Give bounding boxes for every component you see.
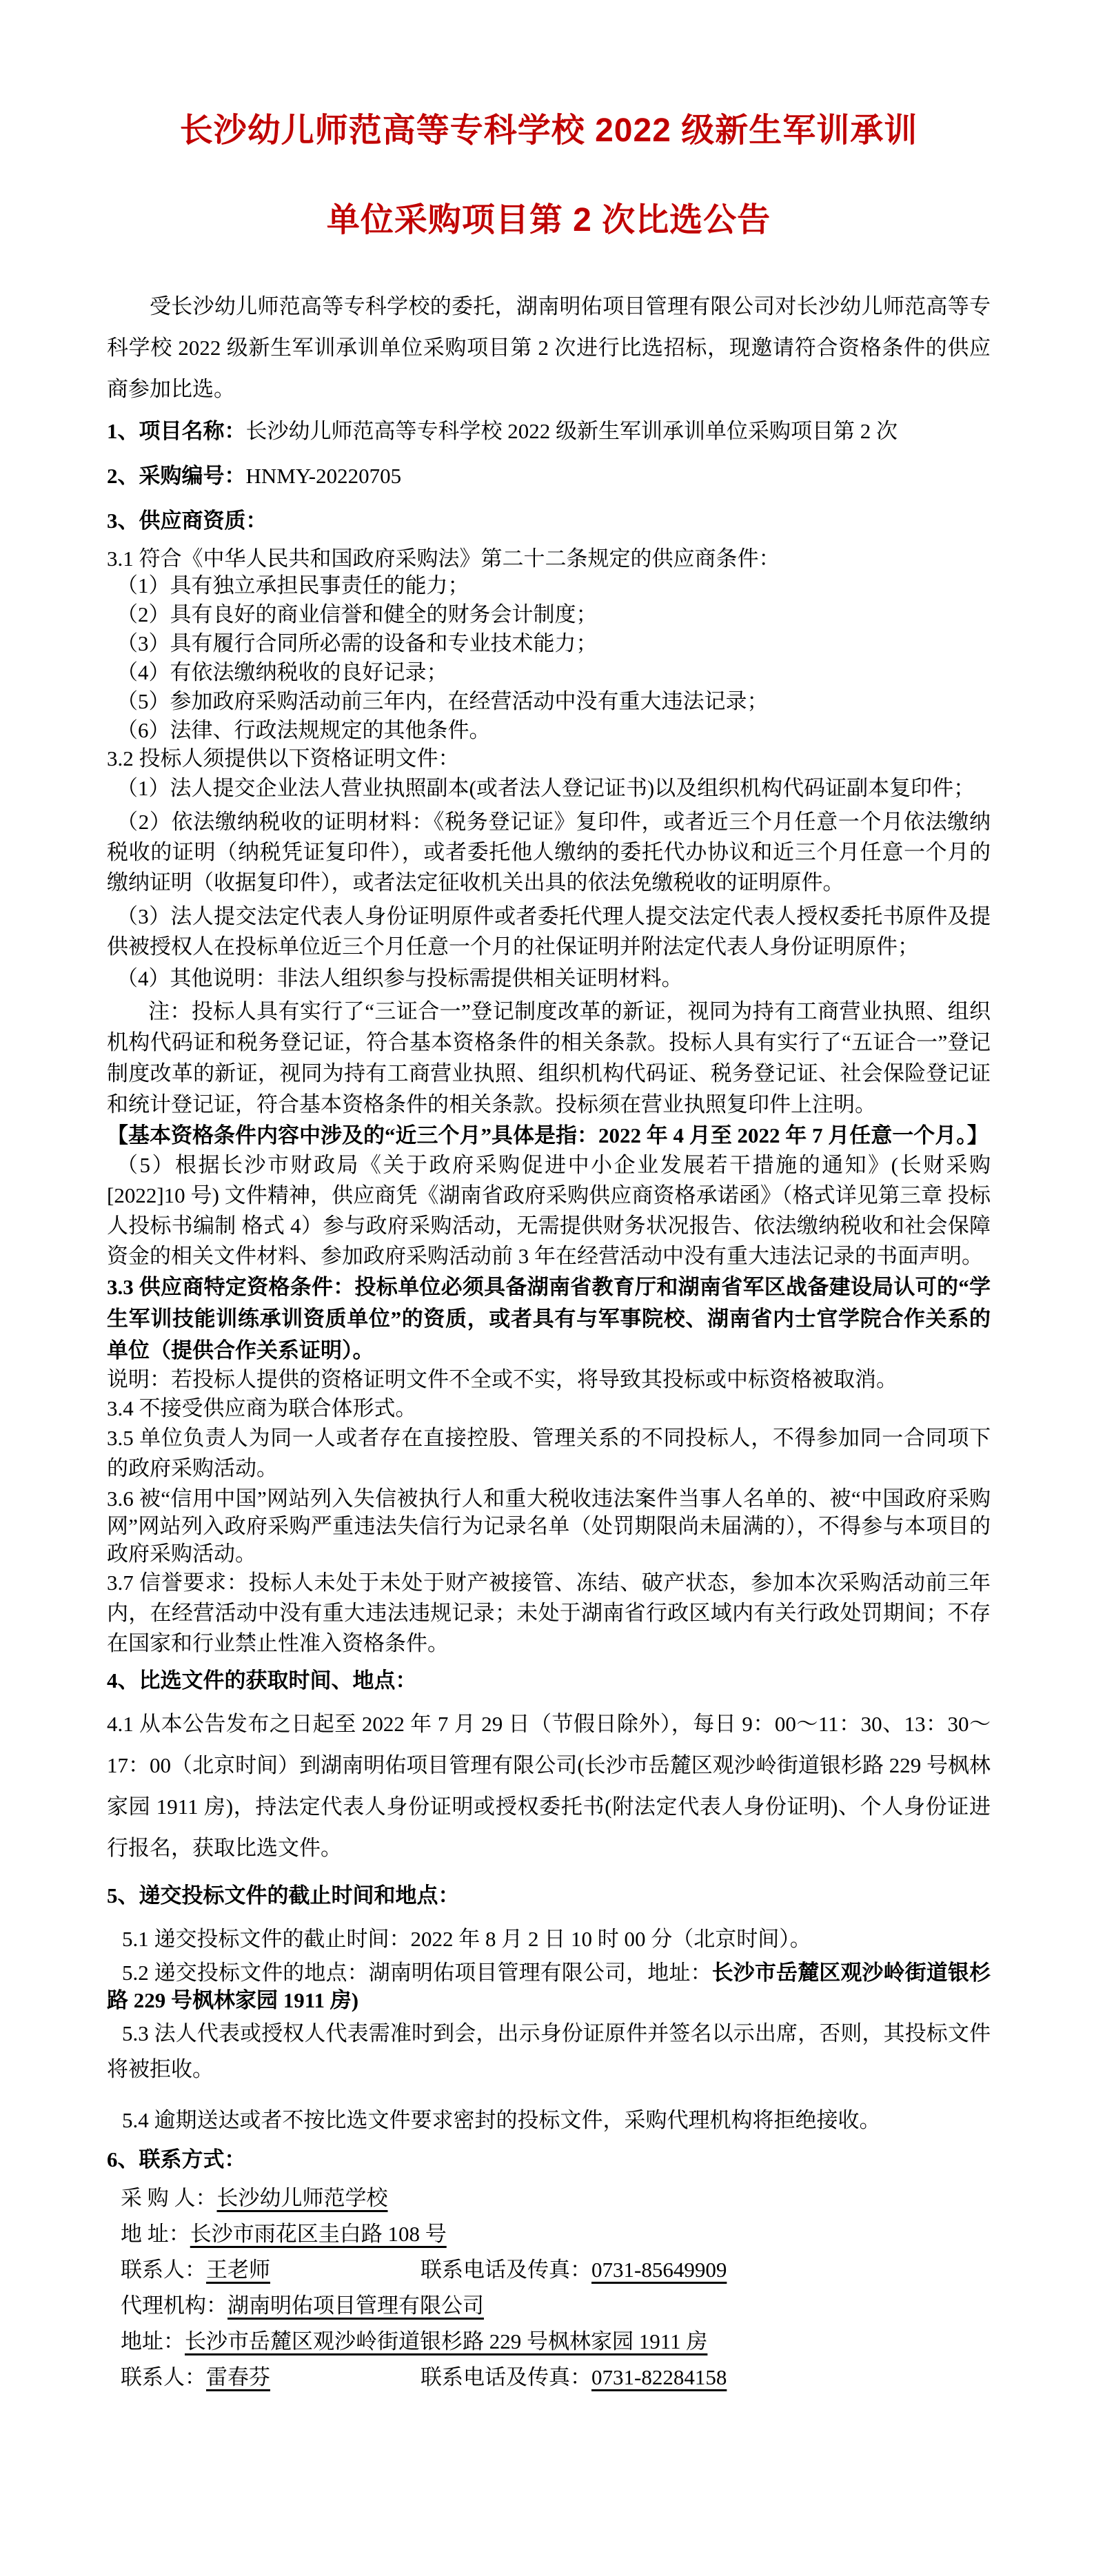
contact-value: 湖南明佑项目管理有限公司 [227,2293,484,2318]
contact-phone-value: 0731-85649909 [591,2258,727,2282]
clause-3-6: 3.6 被“信用中国”网站列入失信被执行人和重大税收违法案件当事人名单的、被“中国政府采购网”网站列入政府采购严重违法失信行为记录名单（处罚期限尚未届满的），不得参与本项目的政府采购活动。 [107,1486,991,1566]
clause-3-5: 3.5 单位负责人为同一人或者存在直接控股、管理关系的不同投标人，不得参加同一合同项下的政府采购活动。 [107,1426,991,1480]
document-title [107,86,991,265]
clause-3-1-item: （4）有依法缴纳税收的良好记录； [117,660,448,684]
bracket-note: 【基本资格条件内容中涉及的“近三个月”具体是指：2022 年 4 月至 2022 年 7 月任意一个月。】 [107,1123,989,1147]
contact-label: 联系人： [121,2365,206,2389]
clause-3-1-item: （5）参加政府采购活动前三年内，在经营活动中没有重大违法记录； [117,689,769,713]
section-2-label: 2、采购编号： [107,464,246,488]
contact-label: 地 址： [121,2222,190,2246]
clause-3-1-item: （2）具有良好的商业信誉和健全的财务会计制度； [117,602,598,626]
contact-value: 雷春芬 [206,2365,270,2389]
contact-row-purchaser-address [121,2222,991,2246]
intro-paragraph: 受长沙幼儿师范高等专科学校的委托，湖南明佑项目管理有限公司对长沙幼儿师范高等专科学校 2022 级新生军训承训单位采购项目第 2 次进行比选招标，现邀请符合资格条件的供应商参加比选。 [107,294,991,401]
section-1-label: 1、项目名称： [107,419,246,443]
clause-3-2-item: （3）法人提交法定代表人身份证明原件或者委托代理人提交法定代表人授权委托书原件及提供被授权人在投标单位近三个月任意一个月的社保证明并附法定代表人身份证明原件； [107,904,991,959]
clause-3-1-item: （1）具有独立承担民事责任的能力； [117,573,469,597]
clause-5-3: 5.3 法人代表或授权人代表需准时到会，出示身份证原件并签名以示出席，否则，其投标文件将被拒收。 [107,2021,991,2081]
contact-row-purchaser [121,2187,991,2210]
clause-5-1: 5.1 递交投标文件的截止时间：2022 年 8 月 2 日 10 时 00 分（北京时间）。 [122,1927,811,1951]
contact-value: 长沙市岳麓区观沙岭街道银杉路 229 号枫林家园 1911 房 [185,2329,708,2353]
contact-person-group [121,2258,421,2282]
announcement-page [0,86,1094,2389]
note-paragraph: 注：投标人具有实行了“三证合一”登记制度改革的新证，视同为持有工商营业执照、组织机构代码证和税务登记证，符合基本资格条件的相关条款。投标人具有实行了“五证合一”登记制度改革的新证，视同为持有工商营业执照、组织机构代码证、税务登记证、社会保险登记证和统计登记证，符合基本资格条件的相关条款。投标须在营业执照复印件上注明。 [107,999,991,1116]
document-title-line-1: 长沙幼儿师范高等专科学校 2022 级新生军训承训 [179,112,918,149]
contact-value: 王老师 [206,2258,270,2282]
clause-5-4: 5.4 逾期送达或者不按比选文件要求密封的投标文件，采购代理机构将拒绝接收。 [122,2108,881,2132]
contact-row-purchaser-contact [121,2258,991,2282]
section-2-value: HNMY-20220705 [245,464,402,488]
clause-3-7: 3.7 信誉要求：投标人未处于未处于财产被接管、冻结、破产状态，参加本次采购活动前三年内，在经营活动中没有重大违法违规记录；未处于湖南省行政区域内有关行政处罚期间；不存在国家和行业禁止性准入资格条件。 [107,1571,991,1655]
contact-row-agency [121,2294,991,2318]
clause-3-2-item: （4）其他说明：非法人组织参与投标需提供相关证明材料。 [117,966,683,990]
clause-3-4: 3.4 不接受供应商为联合体形式。 [107,1396,417,1420]
clause-3-1: 3.1 符合《中华人民共和国政府采购法》第二十二条规定的供应商条件： [107,546,780,571]
contact-row-agency-address [121,2330,991,2353]
contact-label: 采 购 人： [121,2186,217,2210]
clause-3-2-item-5: （5）根据长沙市财政局《关于政府采购促进中小企业发展若干措施的通知》(长财采购[2022]10 号) 文件精神，供应商凭《湖南省政府采购供应商资格承诺函》（格式详见第三章 投标人投标书编制 格式 4）参与政府采购活动，无需提供财务状况报告、依法缴纳税收和社会保障资金的相关文件材料、参加政府采购活动前 3 年在经营活动中没有重大违法记录的书面声明。 [107,1153,991,1268]
contact-phone-label: 联系电话及传真： [421,2258,591,2282]
clause-3-1-item: （3）具有履行合同所必需的设备和专业技术能力； [117,631,598,655]
clause-3-3-note: 说明：若投标人提供的资格证明文件不全或不实，将导致其投标或中标资格被取消。 [107,1367,898,1391]
contact-phone-label: 联系电话及传真： [421,2365,591,2389]
contact-label: 地址： [121,2329,185,2353]
contact-value: 长沙幼儿师范学校 [216,2186,388,2210]
clause-3-2-item: （1）法人提交企业法人营业执照副本(或者法人登记证书)以及组织机构代码证副本复印件； [117,776,975,800]
contact-label: 代理机构： [121,2293,227,2318]
contact-phone-value: 0731-82284158 [591,2365,727,2389]
clause-3-1-item: （6）法律、行政法规规定的其他条件。 [117,718,491,742]
contact-person-group [121,2366,421,2389]
section-2-procurement-number [107,461,991,491]
clause-3-2-item: （2）依法缴纳税收的证明材料：《税务登记证》复印件，或者近三个月任意一个月依法缴纳税收的证明（纳税凭证复印件），或者委托他人缴纳的委托代办协议和近三个月任意一个月的缴纳证明（收据复印件），或者法定征收机关出具的依法免缴税收的证明原件。 [107,810,991,895]
section-3-heading: 3、供应商资质： [107,509,267,533]
contact-row-agency-contact [121,2366,991,2389]
clause-5-2-address-bold: 长沙市岳麓区观沙岭街道银杉路 229 号枫林家园 1911 房) [107,1961,991,2012]
section-1-project-name [107,416,991,446]
clause-5-2 [107,1959,991,2014]
clause-3-3: 3.3 供应商特定资格条件：投标单位必须具备湖南省教育厅和湖南省军区战备建设局认可的“学生军训技能训练承训资质单位”的资质，或者具有与军事院校、湖南省内士官学院合作关系的单位（提供合作关系证明）。 [107,1275,991,1362]
section-5-heading: 5、递交投标文件的截止时间和地点： [107,1883,460,1908]
section-4-heading: 4、比选文件的获取时间、地点： [107,1668,417,1693]
clause-4-1: 4.1 从本公告发布之日起至 2022 年 7 月 29 日（节假日除外），每日 9：00～11：30、13：30～17：00（北京时间）到湖南明佑项目管理有限公司(长沙市岳麓区观沙岭街道银杉路 229 号枫林家园 1911 房)，持法定代表人身份证明或授权委托书(附法定代表人身份证明)、个人身份证进行报名，获取比选文件。 [107,1712,991,1860]
section-1-value: 长沙幼儿师范高等专科学校 2022 级新生军训承训单位采购项目第 2 次 [245,419,898,443]
contact-label: 联系人： [121,2258,206,2282]
clause-5-2-text: 5.2 递交投标文件的地点：湖南明佑项目管理有限公司，地址： [122,1961,712,1985]
section-6-heading: 6、联系方式： [107,2147,246,2171]
clause-3-2: 3.2 投标人须提供以下资格证明文件： [107,746,460,770]
document-title-line-2: 单位采购项目第 2 次比选公告 [326,202,771,238]
contact-value: 长沙市雨花区圭白路 108 号 [190,2222,447,2246]
